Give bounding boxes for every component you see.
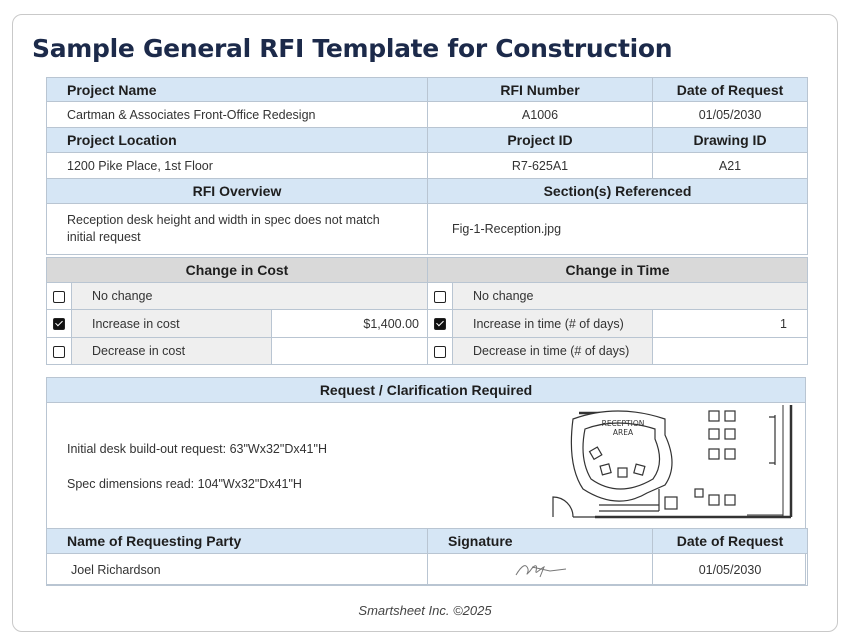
request-header: Request / Clarification Required [47,378,805,403]
floor-plan-label-1: RECEPTION [601,419,645,428]
sections-referenced-label: Section(s) Referenced [428,179,808,204]
cost-no-change-label: No change [72,283,428,310]
project-name-value[interactable]: Cartman & Associates Front-Office Redesign [47,102,428,128]
checked-checkbox-icon[interactable] [53,318,65,330]
checkbox-icon[interactable] [434,346,446,358]
cost-increase-checkbox-cell[interactable] [47,310,72,338]
rfi-overview-label: RFI Overview [47,179,428,204]
requester-date-value[interactable]: 01/05/2030 [653,554,808,586]
time-increase-value[interactable]: 1 [653,310,808,338]
rfi-number-value[interactable]: A1006 [428,102,653,128]
requester-date-label: Date of Request [653,529,808,554]
request-line-1[interactable]: Initial desk build-out request: 63"Wx32"Dx41"H [67,442,327,456]
change-in-cost-header: Change in Cost [47,258,428,283]
time-decrease-value[interactable] [653,338,808,365]
time-decrease-checkbox-cell[interactable] [428,338,453,365]
drawing-id-label: Drawing ID [653,128,808,153]
time-increase-checkbox-cell[interactable] [428,310,453,338]
cost-no-change-checkbox-cell[interactable] [47,283,72,310]
project-location-label: Project Location [47,128,428,153]
change-table [46,257,808,365]
checkbox-icon[interactable] [53,291,65,303]
time-increase-label: Increase in time (# of days) [453,310,653,338]
time-no-change-label: No change [453,283,808,310]
reception-floor-plan [547,405,797,526]
project-name-label: Project Name [47,78,428,102]
drawing-id-value[interactable]: A21 [653,153,808,179]
date-of-request-label: Date of Request [653,78,808,102]
sections-referenced-value[interactable]: Fig-1-Reception.jpg [428,204,808,255]
time-no-change-checkbox-cell[interactable] [428,283,453,310]
signature-field[interactable] [428,554,653,586]
project-info-table [46,77,808,255]
footer-credit: Smartsheet Inc. ©2025 [358,603,492,618]
date-of-request-value[interactable]: 01/05/2030 [653,102,808,128]
cost-increase-value[interactable]: $1,400.00 [272,310,428,338]
cost-decrease-value[interactable] [272,338,428,365]
cost-increase-label: Increase in cost [72,310,272,338]
rfi-number-label: RFI Number [428,78,653,102]
page-title: Sample General RFI Template for Construction [32,34,673,63]
request-line-2[interactable]: Spec dimensions read: 104"Wx32"Dx41"H [67,477,302,491]
project-id-label: Project ID [428,128,653,153]
cost-decrease-label: Decrease in cost [72,338,272,365]
project-location-value[interactable]: 1200 Pike Place, 1st Floor [47,153,428,179]
signature-label: Signature [428,529,653,554]
floor-plan-label-2: AREA [612,428,634,437]
project-id-value[interactable]: R7-625A1 [428,153,653,179]
cost-decrease-checkbox-cell[interactable] [47,338,72,365]
checkbox-icon[interactable] [434,291,446,303]
requesting-party-value[interactable]: Joel Richardson [47,554,428,586]
checkbox-icon[interactable] [53,346,65,358]
requesting-party-table [46,528,808,586]
change-in-time-header: Change in Time [428,258,808,283]
signature-icon [510,559,570,581]
requesting-party-label: Name of Requesting Party [47,529,428,554]
time-decrease-label: Decrease in time (# of days) [453,338,653,365]
checked-checkbox-icon[interactable] [434,318,446,330]
rfi-overview-text[interactable]: Reception desk height and width in spec does not match initial request [47,204,428,255]
